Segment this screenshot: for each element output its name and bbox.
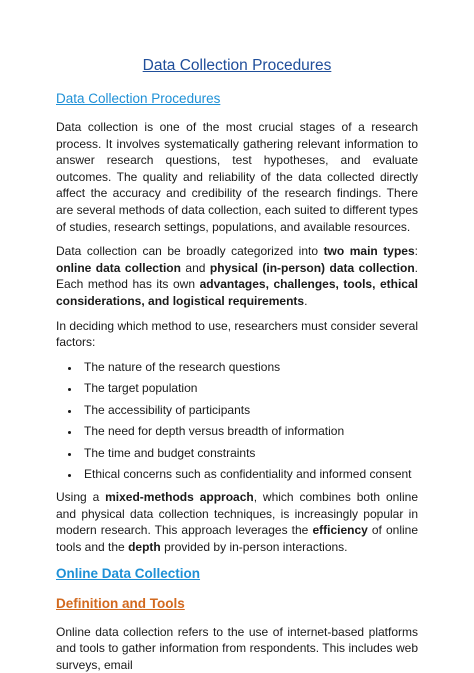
list-item: • Ethical concerns such as confidentiality and informed consent bbox=[80, 466, 418, 482]
bold-text: online data collection bbox=[56, 260, 181, 275]
bold-text: physical (in-person) data collection bbox=[209, 260, 415, 275]
subsection-heading-definition-and-tools[interactable]: Definition and Tools bbox=[56, 595, 185, 611]
text-run: and bbox=[180, 260, 210, 275]
types-paragraph bbox=[56, 243, 418, 309]
list-item: • The accessibility of participants bbox=[80, 402, 418, 418]
document-title: Data Collection Procedures bbox=[142, 57, 332, 74]
text-run: provided by in-person interactions. bbox=[160, 540, 348, 554]
text-run: Data collection can be broadly categorized into bbox=[56, 244, 324, 259]
list-item: • The nature of the research questions bbox=[80, 359, 418, 375]
text-run: Using a bbox=[56, 490, 106, 505]
bold-text: two main types bbox=[323, 244, 415, 259]
text-run: , which combines both online and physical data collection techniques, is increasingly popular in modern research. This approach leverages the bbox=[56, 490, 418, 538]
intro-paragraph: Data collection is one of the most crucial stages of a research process. It involves systematically gathering relevant information to answer research questions, test hypotheses, and evaluate outcomes. The quality and reliability of the data collected directly affect the accuracy and credibility of the research findings. There are several methods of data collection, each suited to different types of studies, research settings, populations, and available resources. bbox=[56, 120, 418, 234]
text-run: of online tools and the bbox=[56, 523, 419, 554]
bold-text: advantages, challenges, tools, ethical considerations, and logistical requirements bbox=[56, 277, 418, 308]
bold-text: depth bbox=[128, 540, 161, 554]
text-run: . Each method has its own bbox=[56, 260, 419, 292]
online-definition-paragraph: Online data collection refers to the use of internet-based platforms and tools to gather information from respondents. This includes web surveys, email bbox=[56, 624, 418, 672]
list-item: • The need for depth versus breadth of information bbox=[80, 423, 418, 439]
factors-intro-paragraph: In deciding which method to use, researchers must consider several factors: bbox=[56, 318, 418, 350]
text-run: : bbox=[414, 244, 418, 259]
bold-text: efficiency bbox=[312, 523, 368, 538]
text-run: . bbox=[304, 293, 308, 308]
bold-text: mixed-methods approach bbox=[105, 490, 254, 505]
list-item: • The time and budget constraints bbox=[80, 445, 418, 461]
section-heading-data-collection[interactable]: Data Collection Procedures bbox=[56, 91, 221, 106]
list-item: • The target population bbox=[80, 380, 418, 396]
section-heading-online-data-collection[interactable]: Online Data Collection bbox=[56, 565, 201, 581]
factors-list bbox=[56, 359, 418, 483]
mixed-methods-paragraph bbox=[56, 489, 418, 555]
